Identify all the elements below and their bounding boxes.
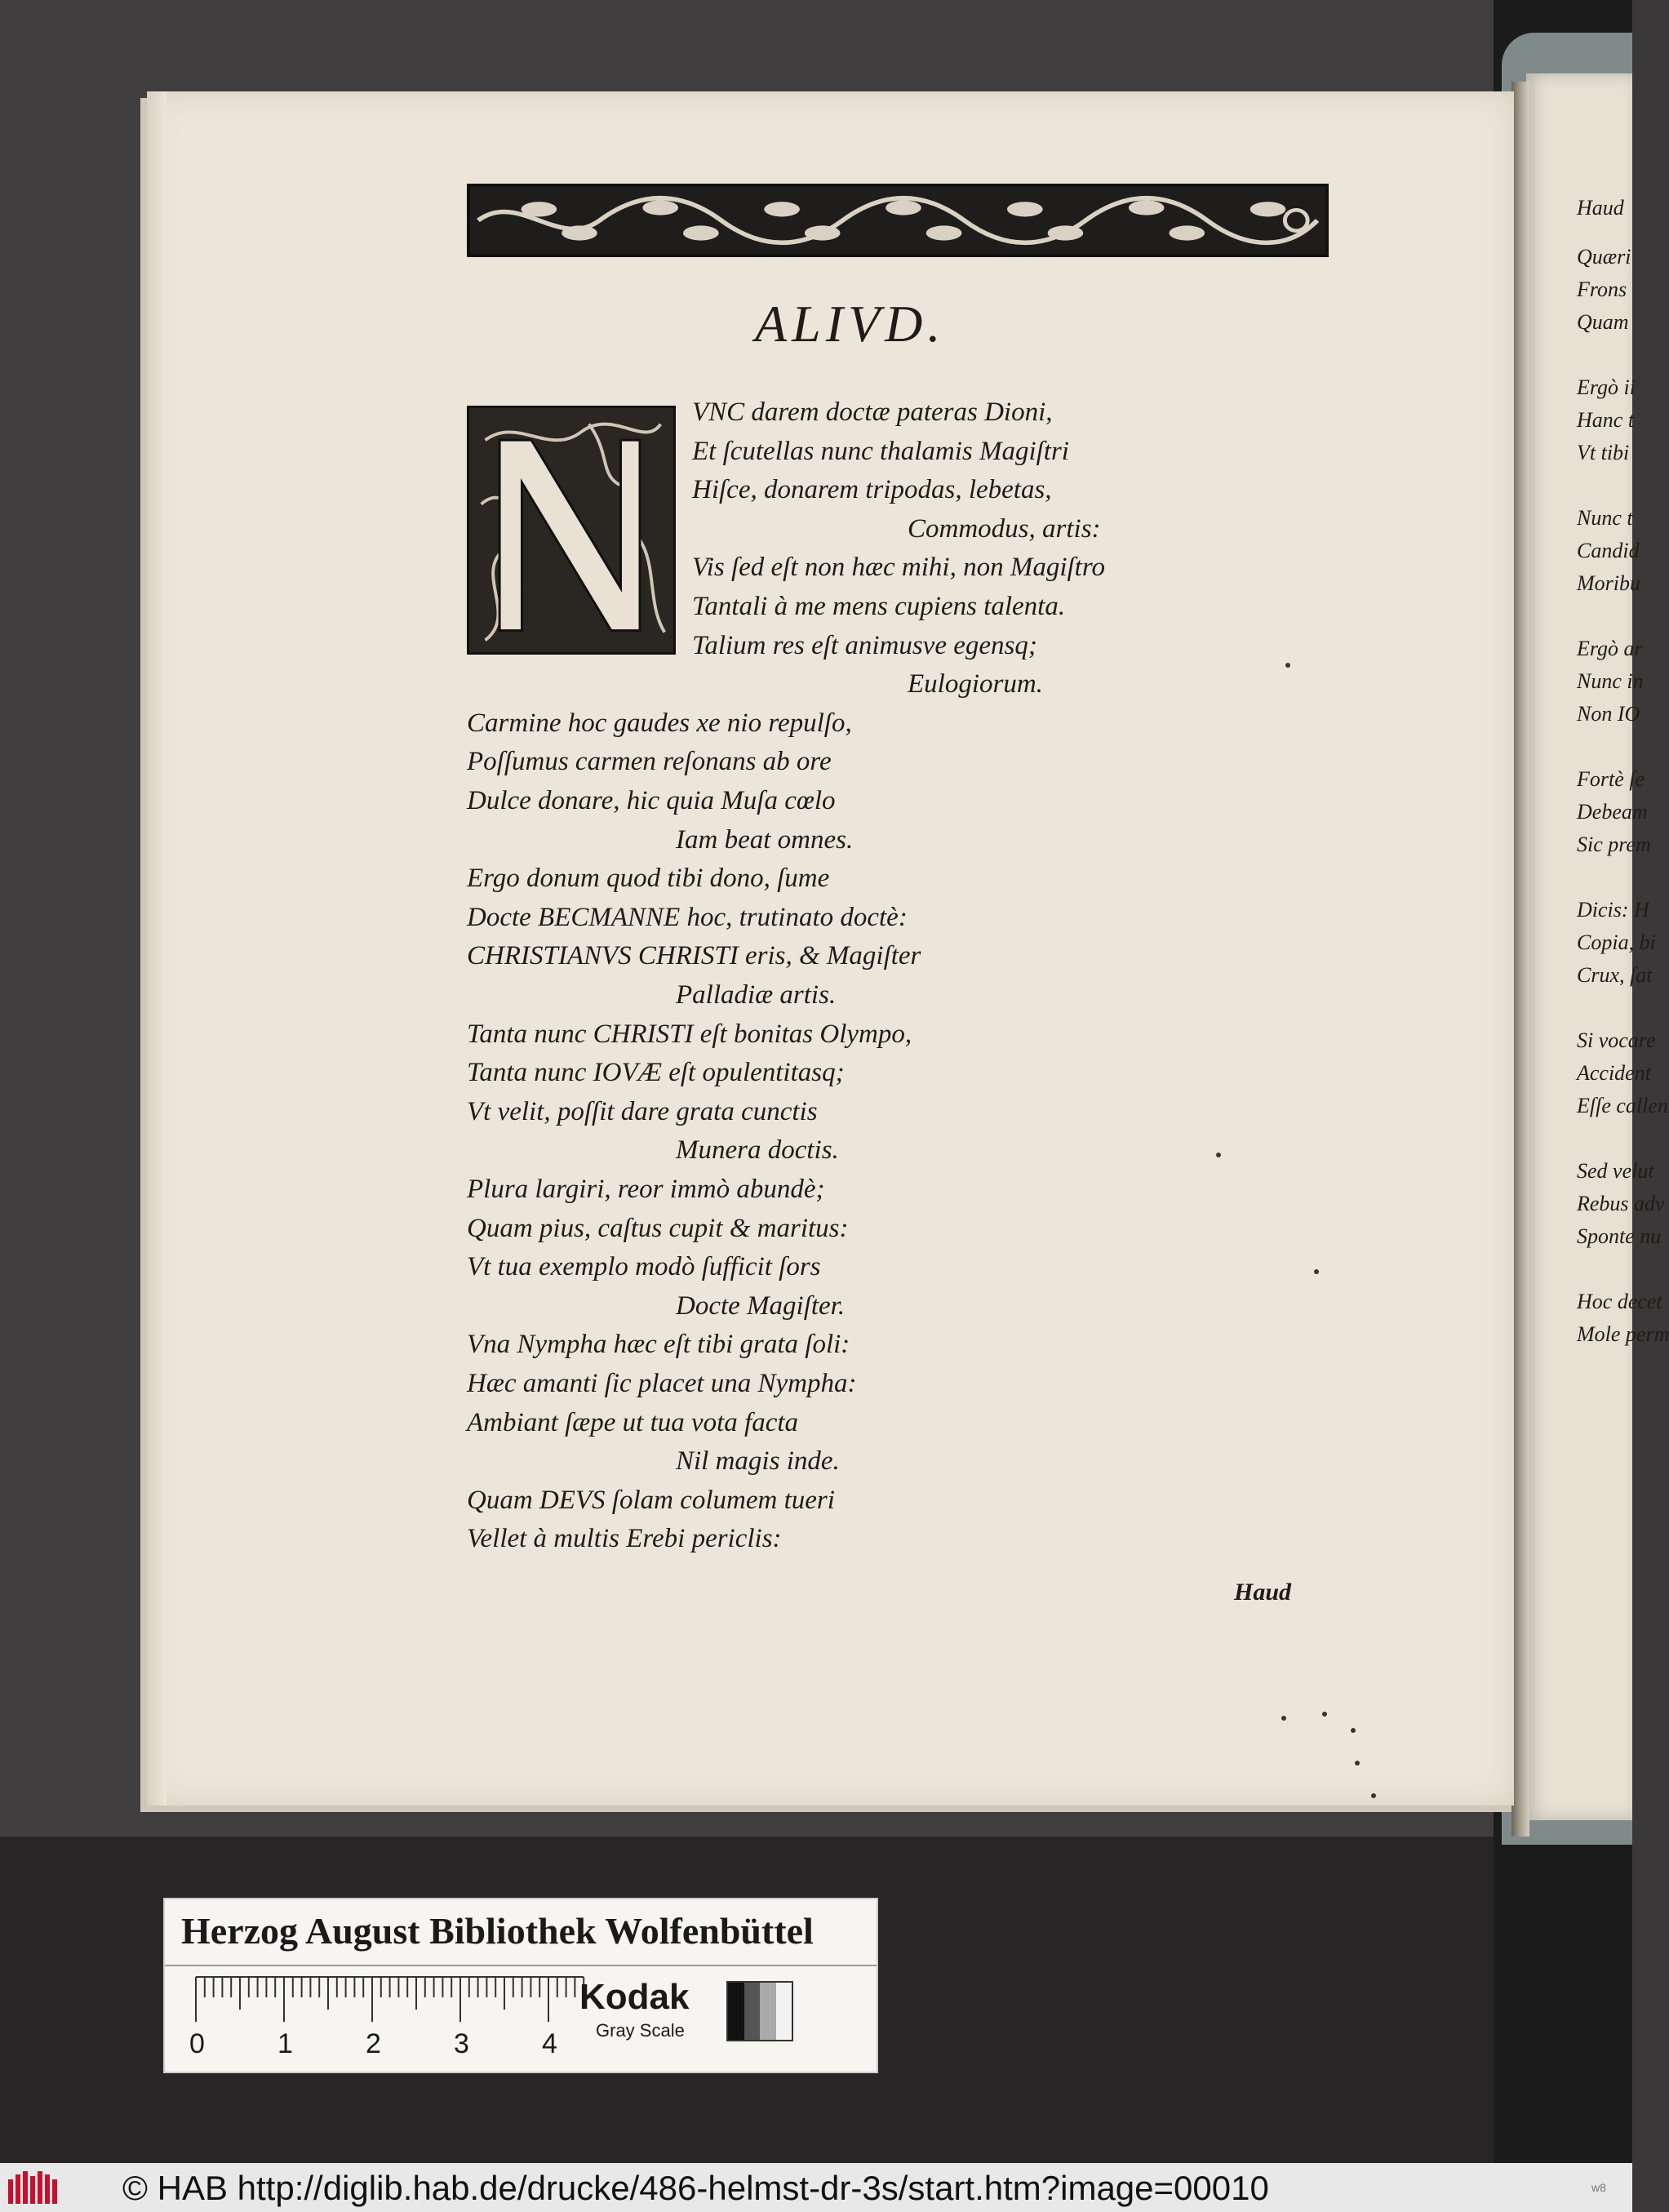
facing-page-line: Nunc t bbox=[1577, 506, 1633, 530]
poem-line: Munera doctis. bbox=[676, 1135, 839, 1166]
facing-page-line: Fortè ſe bbox=[1577, 767, 1645, 791]
facing-page-line: Rebus adv bbox=[1577, 1192, 1665, 1215]
facing-page-line: Mole perm bbox=[1577, 1322, 1669, 1346]
source-url[interactable]: © HAB http://diglib.hab.de/drucke/486-helmst-dr-3s/start.htm?image=00010 bbox=[122, 2169, 1269, 2207]
poem-line: Palladiæ artis. bbox=[676, 980, 837, 1010]
facing-page-line: Sic prem bbox=[1577, 833, 1651, 856]
poem-line: Carmine hoc gaudes xe nio repulſo, bbox=[467, 708, 852, 738]
ruler-number: 0 bbox=[189, 2028, 205, 2059]
page-edge bbox=[147, 91, 166, 1806]
poem-line: Tanta nunc CHRISTI eſt bonitas Olympo, bbox=[467, 1019, 912, 1049]
poem-line: Et ſcutellas nunc thalamis Magiſtri bbox=[692, 436, 1069, 466]
facing-page-line: Ergò ii bbox=[1577, 375, 1636, 399]
facing-page-line: Haud bbox=[1577, 196, 1624, 220]
poem-line: Docte Magiſter. bbox=[676, 1290, 846, 1321]
facing-page-line: Non IO bbox=[1577, 702, 1640, 726]
poem-line: Tanta nunc IOVÆ eſt opulentitasq; bbox=[467, 1058, 845, 1088]
facing-page-line: Eſſe callen bbox=[1577, 1094, 1668, 1117]
paper-speck bbox=[1285, 663, 1290, 668]
facing-page-line: Si vocare bbox=[1577, 1028, 1656, 1052]
facing-page-line: Frons bbox=[1577, 278, 1627, 301]
facing-page-line: Candid bbox=[1577, 539, 1640, 562]
poem-line: Hæc amanti ſic placet una Nympha: bbox=[467, 1369, 857, 1398]
kodak-subtitle: Gray Scale bbox=[596, 2020, 685, 2041]
poem-line: Hiſce, donarem tripodas, lebetas, bbox=[692, 475, 1052, 505]
facing-page-line: Quam bbox=[1577, 310, 1629, 334]
paper-speck bbox=[1351, 1728, 1356, 1733]
facing-page-line: Ergò ar bbox=[1577, 637, 1643, 660]
paper-speck bbox=[1216, 1153, 1221, 1157]
poem-line: Dulce donare, hic quia Muſa cœlo bbox=[467, 786, 836, 815]
poem-line: Iam beat omnes. bbox=[676, 824, 854, 855]
ruler-number: 1 bbox=[277, 2028, 293, 2059]
poem-line: Commodus, artis: bbox=[908, 513, 1101, 544]
facing-page-line: Nunc in bbox=[1577, 669, 1644, 693]
paper-speck bbox=[1322, 1712, 1327, 1717]
hab-logo-icon bbox=[7, 2168, 64, 2207]
ruler-number: 4 bbox=[542, 2028, 557, 2059]
poem-line: Talium res eſt animusve egensq; bbox=[692, 630, 1037, 660]
decorative-headpiece bbox=[467, 184, 1329, 257]
facing-page-line: Quæri bbox=[1577, 245, 1631, 269]
poem-line: Quam pius, caſtus cupit & maritus: bbox=[467, 1213, 849, 1243]
paper-speck bbox=[1281, 1716, 1286, 1721]
poem-line: Tantali à me mens cupiens talenta. bbox=[692, 592, 1066, 621]
poem-line: Vt tua exemplo modò ſufficit ſors bbox=[467, 1252, 821, 1282]
poem-line: Quam DEVS ſolam columem tueri bbox=[467, 1485, 835, 1515]
facing-page-line: Debeam bbox=[1577, 800, 1648, 824]
paper-speck bbox=[1314, 1269, 1319, 1274]
gray-scale-swatch bbox=[726, 1981, 793, 2041]
facing-page-line: Accident bbox=[1577, 1061, 1651, 1085]
facing-page-line: Crux, ſat bbox=[1577, 963, 1653, 987]
footer-bar bbox=[0, 2163, 1632, 2212]
poem-line: Vna Nympha hæc eſt tibi grata ſoli: bbox=[467, 1330, 850, 1360]
color-calibration-card bbox=[163, 1898, 878, 2073]
decorated-initial-letter bbox=[467, 406, 676, 655]
poem-line: Vis ſed eſt non hæc mihi, non Magiſtro bbox=[692, 553, 1105, 583]
poem-line: Eulogiorum. bbox=[908, 669, 1043, 700]
poem-line: Ambiant ſæpe ut tua vota facta bbox=[467, 1407, 799, 1437]
facing-page-line: Vt tibi bbox=[1577, 441, 1630, 464]
footer-mark: w8 bbox=[1591, 2181, 1606, 2194]
facing-page-line: Copia, bi bbox=[1577, 931, 1656, 954]
catchword: Haud bbox=[1234, 1579, 1292, 1606]
facing-page-line: Sed velut bbox=[1577, 1159, 1654, 1183]
facing-page-line: Dicis: H bbox=[1577, 898, 1649, 922]
poem-line: Poſſumus carmen reſonans ab ore bbox=[467, 747, 832, 777]
poem-line: VNC darem doctæ pateras Dioni, bbox=[692, 398, 1053, 427]
ruler-number: 2 bbox=[366, 2028, 381, 2059]
kodak-logo: Kodak bbox=[579, 1977, 690, 2017]
facing-page-line: Hoc decet bbox=[1577, 1290, 1662, 1313]
facing-page-line: Sponte nu bbox=[1577, 1224, 1662, 1248]
page-title: ALIVD. bbox=[755, 295, 946, 353]
poem-line: Ergo donum quod tibi dono, ſume bbox=[467, 864, 830, 894]
facing-page-line: Hanc t bbox=[1577, 408, 1635, 432]
facing-page bbox=[1526, 73, 1669, 1820]
poem-line: CHRISTIANVS CHRISTI eris, & Magiſter bbox=[467, 941, 921, 971]
card-divider bbox=[165, 1965, 877, 1966]
library-name: Herzog August Bibliothek Wolfenbüttel bbox=[181, 1910, 814, 1952]
paper-speck bbox=[1371, 1793, 1376, 1798]
book-gutter bbox=[1511, 82, 1529, 1837]
poem-line: Plura largiri, reor immò abundè; bbox=[467, 1175, 825, 1204]
poem-line: Nil magis inde. bbox=[676, 1446, 840, 1477]
facing-page-line: Moribu bbox=[1577, 571, 1640, 595]
poem-line: Vt velit, poſſit dare grata cunctis bbox=[467, 1096, 818, 1126]
paper-speck bbox=[1355, 1761, 1360, 1766]
poem-line: Vellet à multis Erebi periclis: bbox=[467, 1524, 782, 1554]
poem-line: Docte BECMANNE hoc, trutinato doctè: bbox=[467, 902, 908, 932]
ruler-number: 3 bbox=[454, 2028, 469, 2059]
